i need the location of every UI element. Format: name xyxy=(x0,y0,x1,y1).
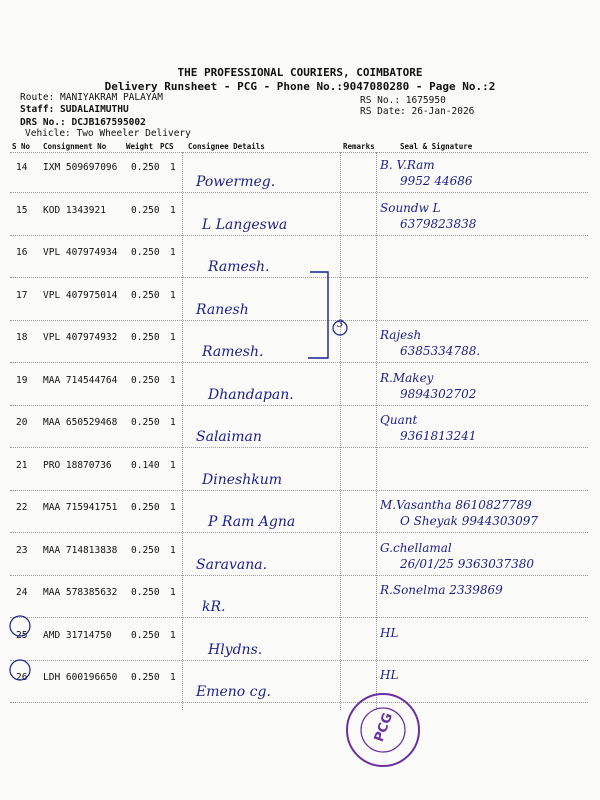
row-consignee: Ramesh. xyxy=(202,344,264,360)
rs-date: RS Date: 26-Jan-2026 xyxy=(360,106,475,117)
col-consignment: Consignment No xyxy=(43,142,107,151)
row-sno: 26 xyxy=(16,672,28,683)
row-signature-note: 9952 44686 xyxy=(400,174,473,188)
row-signature: M.Vasantha 8610827789 xyxy=(380,498,532,512)
row-consignment: VPL 407974934 xyxy=(43,247,118,258)
row-signature: HL xyxy=(380,668,399,682)
col-remarks: Remarks xyxy=(343,142,375,151)
row-weight: 0.250 xyxy=(131,502,160,513)
row-signature-note: 9361813241 xyxy=(400,429,477,443)
row-weight: 0.250 xyxy=(131,204,160,216)
group-bracket xyxy=(290,260,360,370)
row-pcs: 1 xyxy=(170,289,176,301)
route: Route: MANIYAKRAM PALAYAM xyxy=(20,92,163,103)
row-signature: Soundw L xyxy=(380,200,441,215)
row-rule xyxy=(10,575,588,576)
row-consignment: MAA 714813838 xyxy=(43,544,118,556)
row-signature-note: O Sheyak 9944303097 xyxy=(400,514,539,528)
row-sno: 17 xyxy=(16,289,28,301)
row-signature: HL xyxy=(380,625,399,640)
row-signature: Quant xyxy=(380,413,418,427)
row-rule xyxy=(10,192,588,193)
row-sno: 23 xyxy=(16,544,28,556)
row-sno: 20 xyxy=(16,417,28,428)
row-pcs: 1 xyxy=(170,162,176,173)
row-signature-note: 6385334788. xyxy=(400,344,481,358)
row-pcs: 1 xyxy=(170,247,176,258)
row-consignment: IXM 509697096 xyxy=(43,162,118,173)
row-consignment: KOD 1343921 xyxy=(43,204,106,216)
row-sno: 25 xyxy=(16,629,28,641)
row-pcs: 1 xyxy=(170,459,176,471)
row-rule xyxy=(10,532,588,533)
row-pcs: 1 xyxy=(170,417,176,428)
row-sno: 19 xyxy=(16,374,28,386)
col-sno: S No xyxy=(12,142,31,151)
row-consignee: Hlydns. xyxy=(208,641,263,658)
row-consignee: Ramesh. xyxy=(208,259,270,275)
row-consignment: VPL 407974932 xyxy=(43,332,118,343)
row-sno: 16 xyxy=(16,247,28,258)
row-consignment: MAA 578385632 xyxy=(43,587,118,598)
row-rule xyxy=(10,235,588,236)
row-weight: 0.250 xyxy=(131,247,160,258)
row-consignee: Emeno cg. xyxy=(196,684,271,700)
row-sno: 24 xyxy=(16,587,28,598)
row-consignment: VPL 407975014 xyxy=(43,289,118,301)
row-consignee: L Langeswa xyxy=(202,216,288,233)
row-signature-note: 26/01/25 9363037380 xyxy=(400,556,535,571)
pcg-stamp xyxy=(343,690,423,770)
row-consignee: Dineshkum xyxy=(202,471,282,488)
row-consignment: MAA 650529468 xyxy=(43,417,118,428)
company-title: THE PROFESSIONAL COURIERS, COIMBATORE xyxy=(177,66,423,79)
col-seal-signature: Seal & Signature xyxy=(400,142,473,151)
row-signature: R.Sonelma 2339869 xyxy=(380,583,503,597)
row-consignment: LDH 600196650 xyxy=(43,672,118,683)
row-consignee: Salaiman xyxy=(196,429,262,445)
row-signature-note: 9894302702 xyxy=(400,386,477,401)
col-consignee: Consignee Details xyxy=(188,142,265,151)
row-circle-marks xyxy=(6,612,36,692)
row-rule xyxy=(10,617,588,618)
row-consignment: MAA 715941751 xyxy=(43,502,118,513)
header-rule xyxy=(10,152,588,153)
row-sno: 21 xyxy=(16,459,28,471)
runsheet-title: Delivery Runsheet - PCG - Phone No.:9047080280 - Page No.:2 xyxy=(104,80,496,93)
row-weight: 0.140 xyxy=(131,459,160,471)
row-pcs: 1 xyxy=(170,374,176,386)
drs-number: DRS No.: DCJB167595002 xyxy=(20,117,146,128)
row-pcs: 1 xyxy=(170,587,176,598)
row-weight: 0.250 xyxy=(131,289,160,301)
row-pcs: 1 xyxy=(170,502,176,513)
row-weight: 0.250 xyxy=(131,417,160,428)
row-rule xyxy=(10,405,588,406)
row-weight: 0.250 xyxy=(131,162,160,173)
remarks-divider xyxy=(340,152,341,710)
row-weight: 0.250 xyxy=(131,332,160,343)
row-pcs: 1 xyxy=(170,332,176,343)
row-sno: 14 xyxy=(16,162,28,173)
row-rule xyxy=(10,490,588,491)
row-consignee: Powermeg. xyxy=(196,174,276,190)
row-consignee: Ranesh xyxy=(196,301,249,318)
stamp-text: PCG xyxy=(371,710,397,745)
row-sno: 18 xyxy=(16,332,28,343)
row-pcs: 1 xyxy=(170,629,176,641)
row-consignee: Saravana. xyxy=(196,556,268,573)
rs-number: RS No.: 1675950 xyxy=(360,95,446,106)
row-pcs: 1 xyxy=(170,672,176,683)
staff: Staff: SUDALAIMUTHU xyxy=(20,104,129,115)
row-pcs: 1 xyxy=(170,544,176,556)
vehicle: Vehicle: Two Wheeler Delivery xyxy=(25,128,191,139)
row-sno: 22 xyxy=(16,502,28,513)
row-rule xyxy=(10,447,588,448)
row-weight: 0.250 xyxy=(131,587,160,598)
row-signature-note: 6379823838 xyxy=(400,216,477,231)
row-pcs: 1 xyxy=(170,204,176,216)
row-consignee: Dhandapan. xyxy=(208,386,294,403)
col-weight: Weight xyxy=(126,142,154,151)
row-signature: R.Makey xyxy=(380,370,434,385)
row-consignment: MAA 714544764 xyxy=(43,374,118,386)
row-weight: 0.250 xyxy=(131,374,160,386)
row-rule xyxy=(10,660,588,661)
seal-divider xyxy=(376,152,377,710)
consignee-divider xyxy=(182,152,183,710)
col-pcs: PCS xyxy=(160,142,174,151)
row-signature: G.chellamal xyxy=(380,540,452,555)
row-signature: Rajesh xyxy=(380,328,422,342)
row-signature: B. V.Ram xyxy=(380,158,435,172)
group-mark: 3 xyxy=(337,319,344,330)
row-weight: 0.250 xyxy=(131,629,160,641)
row-consignment: PRO 18870736 xyxy=(43,459,112,471)
row-sno: 15 xyxy=(16,204,28,216)
row-weight: 0.250 xyxy=(131,544,160,556)
row-rule xyxy=(10,702,588,703)
row-weight: 0.250 xyxy=(131,672,160,683)
row-consignee: kR. xyxy=(202,599,226,615)
row-consignee: P Ram Agna xyxy=(208,514,296,530)
row-consignment: AMD 31714750 xyxy=(43,629,112,641)
